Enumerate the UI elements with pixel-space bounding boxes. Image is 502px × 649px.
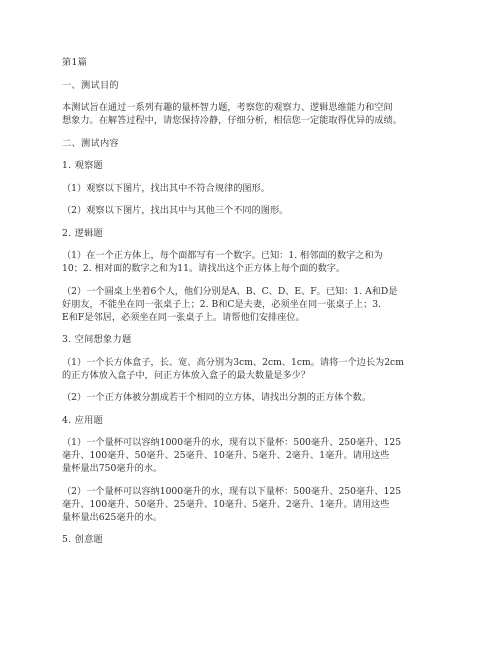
section-heading <box>62 414 450 427</box>
paragraph <box>62 356 450 382</box>
text-line: 毫升、100毫升、50毫升、25毫升、10毫升、5毫升、2毫升、1毫升。请用这些 <box>62 498 390 510</box>
text-line: 量杯量出750毫升的水。 <box>62 463 163 474</box>
paragraph <box>62 204 450 217</box>
text-line: 的正方体放入盒子中，问正方体放入盒子的最大数量是多少？ <box>62 369 311 381</box>
text-line: （2）观察以下图片，找出其中与其他三个不同的图形。 <box>62 205 289 216</box>
text-line: 本测试旨在通过一系列有趣的量杯智力题，考察您的观察力、逻辑思维能力和空间 <box>62 102 393 113</box>
text-line: （1）观察以下图片，找出其中不符合规律的图形。 <box>62 182 270 194</box>
text-line: 10；2. 相对面的数字之和为11。请找出这个正方体上每个面的数字。 <box>62 263 346 274</box>
paragraph <box>62 101 450 127</box>
section-heading <box>62 56 450 69</box>
text-line: （2）一个量杯可以容纳1000毫升的水，现有以下量杯：500毫升、250毫升、125 <box>62 485 402 497</box>
document-body <box>62 56 450 556</box>
text-line: E和F是邻居，必须坐在同一张桌子上。请帮他们安排座位。 <box>62 311 305 323</box>
text-line: 好朋友，不能坐在同一张桌子上；2. B和C是夫妻，必须坐在同一张桌子上；3. <box>62 298 382 310</box>
paragraph <box>62 391 450 404</box>
text-line: 量杯量出625毫升的水。 <box>62 511 163 523</box>
section-heading <box>62 79 450 92</box>
text-line: 4. 应用题 <box>62 414 104 426</box>
text-line: 1. 观察题 <box>62 160 104 171</box>
text-line: 第1篇 <box>62 57 88 68</box>
text-line: 5. 创意题 <box>62 534 104 545</box>
text-line: 二、测试内容 <box>62 137 119 149</box>
text-line: 想象力。在解答过程中，请您保持冷静，仔细分析，相信您一定能取得优异的成绩。 <box>62 115 402 126</box>
paragraph <box>62 249 450 275</box>
section-heading <box>62 533 450 546</box>
text-line: （2）一个正方体被分割成若干个相同的立方体，请找出分割的正方体个数。 <box>62 392 372 403</box>
text-line: 毫升、100毫升、50毫升、25毫升、10毫升、5毫升、2毫升、1毫升。请用这些 <box>62 450 390 461</box>
text-line: （1）在一个正方体上，每个面都写有一个数字。已知：1. 相邻面的数字之和为 <box>62 250 383 261</box>
section-heading <box>62 333 450 346</box>
paragraph <box>62 285 450 324</box>
text-line: 一、测试目的 <box>62 79 119 91</box>
text-line: （1）一个量杯可以容纳1000毫升的水，现有以下量杯：500毫升、250毫升、125 <box>62 437 402 448</box>
paragraph <box>62 436 450 475</box>
text-line: （2）一个圆桌上坐着6个人，他们分别是A、B、C、D、E、F。已知：1. A和D是 <box>62 285 398 297</box>
section-heading <box>62 137 450 150</box>
paragraph <box>62 182 450 195</box>
section-heading <box>62 159 450 172</box>
text-line: 3. 空间想象力题 <box>62 334 132 345</box>
section-heading <box>62 227 450 240</box>
paragraph <box>62 485 450 524</box>
text-line: 2. 逻辑题 <box>62 227 104 239</box>
text-line: （1）一个长方体盒子，长、宽、高分别为3cm、2cm、1cm。请将一个边长为2cm <box>62 356 404 368</box>
